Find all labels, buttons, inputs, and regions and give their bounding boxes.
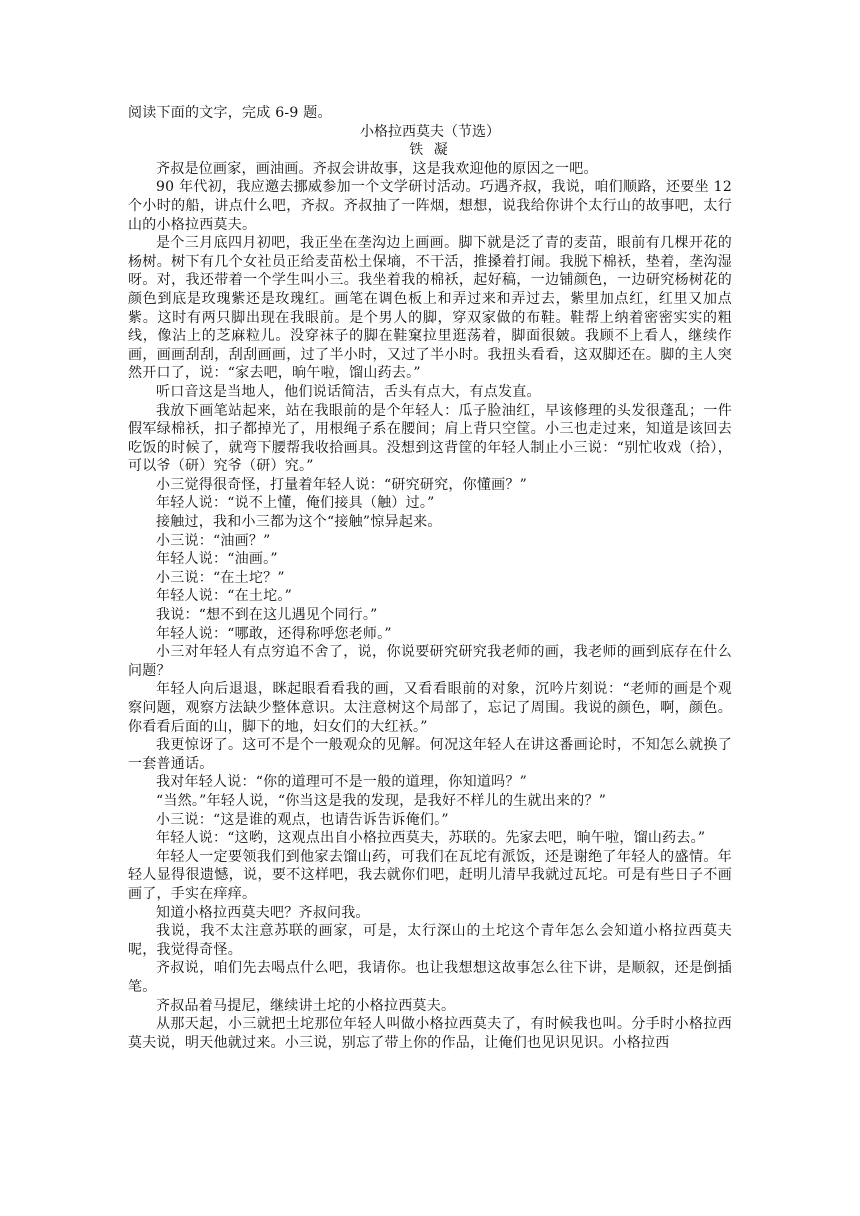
paragraph: 年轻人向后退退，眯起眼看看我的画，又看看眼前的对象，沉吟片刻说：“老师的画是个观察问题，观察方法缺少整体意识。太注意树这个局部了，忘记了周围。我说的颜色，啊，颜色。你看看后面的山，脚下的地，妇女们的大红袄。” (128, 681, 732, 735)
instruction-line: 阅读下面的文字，完成 6-9 题。 (128, 105, 332, 121)
paragraph: 小三对年轻人有点穷追不舍了，说，你说要研究研究我老师的画，我老师的画到底存在什么问题？ (128, 644, 732, 679)
paragraph: 年轻人一定要领我们到他家去馏山药，可我们在瓦坨有派饭，还是谢绝了年轻人的盛情。年轻人显得很遗憾，说，要不这样吧，我去就你们吧，赶明儿清早我就过瓦坨。可是有些日子不画画了，手实在痒痒。 (128, 848, 732, 902)
paragraph: 小三说：“油画？” (156, 532, 271, 549)
paragraph: 我说：“想不到在这儿遇见个同行。” (156, 607, 378, 624)
paragraph: 知道小格拉西莫夫吧？齐叔问我。 (156, 904, 370, 921)
paragraph: 听口音这是当地人，他们说话简洁，舌头有点大，有点发直。 (156, 383, 541, 400)
paragraph: 小三说：“这是谁的观点，也请告诉告诉俺们。” (156, 811, 449, 828)
paragraph: 齐叔品着马提尼，继续讲土坨的小格拉西莫夫。 (156, 997, 456, 1014)
paragraph: 年轻人说：“哪敢，还得称呼您老师。” (156, 625, 392, 642)
paragraph: 我更惊讶了。这可不是个一般观众的见解。何况这年轻人在讲这番画论时，不知怎么就换了一套普通话。 (128, 737, 732, 772)
article-author: 铁 凝 (409, 142, 451, 159)
paragraph: 我说，我不太注意苏联的画家，可是，太行深山的土坨这个青年怎么会知道小格拉西莫夫呢，我觉得奇怪。 (128, 923, 732, 958)
paragraph: 接触过，我和小三都为这个“接触”惊异起来。 (156, 514, 442, 531)
paragraph: 小三说：“在土坨？” (156, 569, 285, 586)
paragraph: 年轻人说：“在土坨。” (156, 588, 293, 605)
paragraph: 年轻人说：“油画。” (156, 551, 278, 568)
paragraph: 齐叔说，咱们先去喝点什么吧，我请你。也让我想想这故事怎么往下讲，是顺叙，还是倒插笔。 (128, 960, 732, 995)
paragraph: 是个三月底四月初吧，我正坐在垄沟边上画画。脚下就是泛了青的麦苗，眼前有几棵开花的杨树。树下有几个女社员正给麦苗松土保墒，不干活，推搡着打闹。我脱下棉袄，垫着，垄沟湿呀。对，我还带着一个学生叫小三。我坐着我的棉袄，起好稿，一边铺颜色，一边研究杨树花的颜色到底是玫瑰紫还是玫瑰红。画笔在调色板上和弄过来和弄过去，紫里加点红，红里又加点紫。这时有两只脚出现在我眼前。是个男人的脚，穿双家做的布鞋。鞋帮上纳着密密实实的粗线，像沾上的芝麻粒儿。没穿袜子的脚在鞋窠拉里逛荡着，脚面很皴。我顾不上看人，继续作画，画画刮刮，刮刮画画，过了半小时，又过了半小时。我扭头看看，这双脚还在。脚的主人突然开口了，说：“家去吧，晌午啦，馏山药去。” (128, 235, 732, 382)
paragraph: “当然。”年轻人说，“你当这是我的发现，是我好不样儿的生就出来的？” (156, 792, 607, 809)
paragraph: 小三觉得很奇怪，打量着年轻人说：“研究研究，你懂画？” (156, 476, 528, 493)
paragraph: 齐叔是位画家，画油画。齐叔会讲故事，这是我欢迎他的原因之一吧。 (156, 160, 598, 177)
paragraph: 我放下画笔站起来，站在我眼前的是个年轻人：瓜子脸油红，早该修理的头发很蓬乱；一件假军绿棉袄，扣子都掉光了，用根绳子系在腰间；肩上背只空筐。小三也走过来，知道是该回去吃饭的时候了，就弯下腰帮我收拾画具。没想到这背筐的年轻人制止小三说：“别忙收戏（拾），可以爷（研）究爷（研）究。” (128, 402, 732, 475)
paragraph: 从那天起，小三就把土坨那位年轻人叫做小格拉西莫夫了，有时候我也叫。分手时小格拉西莫夫说，明天他就过来。小三说，别忘了带上你的作品，让俺们也见识见识。小格拉西 (128, 1016, 732, 1051)
paragraph: 年轻人说：“说不上懂，俺们接具（触）过。” (156, 495, 435, 512)
paragraph: 我对年轻人说：“你的道理可不是一般的道理，你知道吗？” (156, 774, 528, 791)
paragraph: 年轻人说：“这哟，这观点出自小格拉西莫夫，苏联的。先家去吧，晌午啦，馏山药去。” (156, 830, 706, 847)
article-title: 小格拉西莫夫（节选） (360, 123, 500, 140)
paragraph: 90 年代初，我应邀去挪威参加一个文学研讨活动。巧遇齐叔，我说，咱们顺路，还要坐 12 个小时的船，讲点什么吧，齐叔。齐叔抽了一阵烟，想想，说我给你讲个太行山的故事吧，太行山的小格拉西莫夫。 (128, 179, 732, 233)
